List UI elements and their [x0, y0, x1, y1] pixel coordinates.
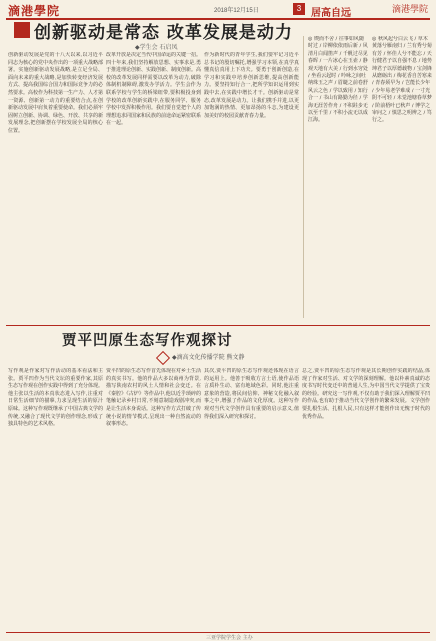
article1-column-1: 创新驱动发展是党的十八大以来,以习近平同志为核心的党中央作出的一项重大战略部署。实施创新驱动发展战略,是立足全局、面向未来的重大战略,是加快转变经济发展方式、提高我国综合国力和国际竞争力的必然要求。高校作为科技第一生产力、人才第一资源、创新第一动力的重要结合点,在创新驱动发展中肩负着重要使命。我们必须牢固树立创新、协调、绿色、开放、共享的新发展理念,把创新摆在学校发展全局的核心位置。 [8, 52, 103, 134]
article1-byline: ◆学生会 石启凤 [135, 44, 178, 51]
sidebar-column-left: ◎ 锲而不舍 / 往事如风随时过 / 岸柳依依雨后新 / 风清月白闻笛声 / 千帆过尽见春晖 / 一片冰心在玉壶 / 静观天地有大美 / 行到水穷处 / 坐看云起时 / 吟咏之间吐纳珠玉之声 / 眉睫之前卷舒风云之色 / 学以致用 / 知行合一 / 书山有路勤为径 / 学海无涯苦作舟 / 不积跬步无以至千里 / 不积小流无以成江海。 [308, 36, 368, 124]
masthead-logo: 滴港學院 [391, 5, 428, 15]
diamond-icon [156, 351, 170, 365]
article2-column-4: 总之,贾平凹的原生态写作观是其长期创作实践的结晶,体现了作家对生活、对文学的深刻理解。他以朴素真诚的态度书写时代变迁中的普通人生,为中国当代文学提供了宝贵的经验。研究这一写作观,不仅有助于我们深入理解贾平凹的作品,也有助于推动当代文学创作的繁荣发展。文学创作要扎根生活、扎根人民,只有这样才能创作出无愧于时代的优秀作品。 [302, 368, 430, 420]
paper-name: 滴港學院 [8, 4, 61, 18]
article2-byline: ◆滴高文化传播学院 熊文静 [172, 354, 245, 361]
footer-text: 三亚学院学生会 主办 [206, 635, 253, 641]
article2-column-2: 贾平凹的原生态写作首先体现在对乡土生活的真实书写。他的作品大多以商州为背景,描写陕南农村的风土人情和社会变迁。在《秦腔》《古炉》等作品中,他以近乎琐碎的笔触记录乡村日常,不刻意制造戏剧冲突,而是让生活本身说话。这种写作方式打破了传统小说的情节模式,呈现出一种自然流动的叙事形态。 [106, 368, 201, 428]
article1-column-2: 改革开放是决定当代中国命运的关键一招。四十年来,我们坚持解放思想、实事求是,勇于推进理论创新、实践创新、制度创新。高校的改革发展同样需要以改革为动力,破除体制机制障碍,激发办学活力。学生会作为联系学校与学生的桥梁纽带,要积极投身到学校的改革创新实践中,在服务同学、服务学校中发挥积极作用。我们要自觉把个人的理想追求同国家和民族的前途命运紧密联系在一起。 [106, 52, 201, 127]
headline-marker [14, 22, 30, 38]
byline-block [158, 352, 268, 364]
article2-column-3: 其次,贾平凹的原生态写作观还体现在语言的运用上。他善于吸收方言土语,使作品语言质朴生动、富有地域色彩。同时,他注重意象的营造,将民间信仰、神秘文化融入叙事之中,增强了作品的文化厚度。这种写作观对当代文学创作具有重要的启示意义,值得我们深入研究和探讨。 [204, 368, 299, 420]
section-name: 居高自远 [311, 8, 351, 19]
sidebar-poems [303, 36, 432, 318]
article1-column-3: 作为新时代的青年学生,我们要牢记习近平总书记的殷切嘱托,增强学习本领,在真学真懂真信真用上下功夫。要勇于创新创造,在学习和实践中培养创新思维,提高创新能力。要坚持知行合一,把所学知识运用到实践中去,在实践中增长才干。创新驱动是常态,改革发展是动力。让我们携手并进,以更加饱满的热情、更加昂扬的斗志,为建设更加美好的校园贡献青春力量。 [204, 52, 299, 119]
page-footer [6, 632, 430, 640]
article1-headline: 创新驱动是常态 改革发展是动力 [34, 23, 293, 43]
page-number: 3 [293, 3, 305, 15]
issue-date: 2018年12月15日 [214, 8, 259, 14]
article-divider [6, 325, 430, 326]
article2-headline: 贾平凹原生态写作观探讨 [62, 332, 233, 349]
sidebar-column-right: ◎ 秋风起兮白云飞 / 草木黄落兮雁南归 / 兰有秀兮菊有芳 / 怀佳人兮不能忘 / 天行健君子以自强不息 / 地势坤君子以厚德载物 / 宝剑锋从磨砺出 / 梅花香自苦寒来 / 青春须早为 / 岂能长少年 / 少年易老学难成 / 一寸光阴不可轻 / 未觉池塘春草梦 / 阶前梧叶已秋声 / 博学之审问之 / 慎思之明辨之 / 笃行之。 [372, 36, 432, 124]
article2-column-1: 写作观是作家对写作活动的基本看法和主张。贾平凹作为当代文坛的重要作家,其原生态写作观在创作实践中得到了充分体现。他主张以生活的本真状态进入写作,注重对日常生活细节的描摹,力求呈现生活的原汁原味。这种写作观既继承了中国古典文学的传统,又融合了现代文学的创作理念,形成了独具特色的艺术风格。 [8, 368, 103, 428]
